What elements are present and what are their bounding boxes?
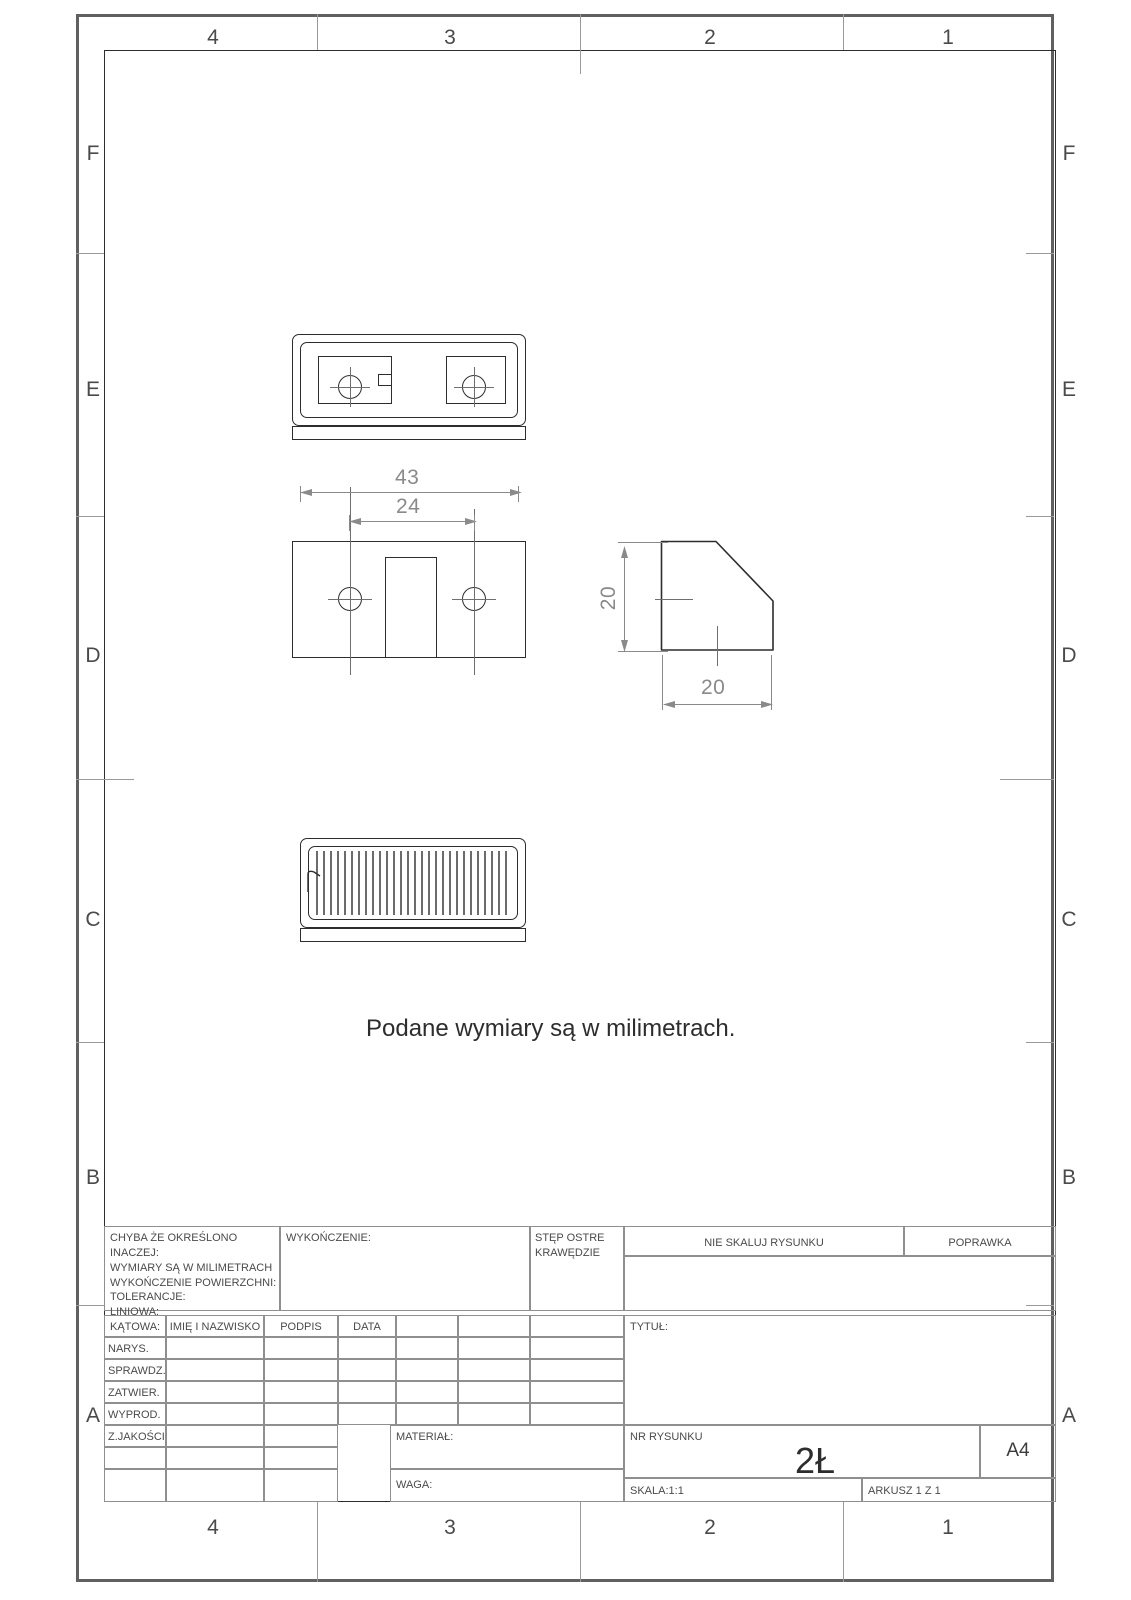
tb-row2-c3 <box>338 1381 396 1403</box>
top-view-rib <box>378 374 392 386</box>
tb-row1-c5 <box>458 1359 530 1381</box>
zone-top-3: 3 <box>444 26 456 49</box>
zone-top-2: 2 <box>704 26 716 49</box>
side-view-centreline-h <box>655 599 693 600</box>
tb-row2-label: ZATWIER. <box>108 1387 160 1399</box>
bottom-view-base-lip <box>300 928 526 942</box>
tb-drawing-no-value: 2Ł <box>794 1440 836 1481</box>
frame-tick-bottom-3 <box>843 1502 844 1582</box>
frame-tick-right-2 <box>1026 516 1054 517</box>
tb-row1-c6 <box>530 1359 624 1381</box>
tb-row0-c3 <box>338 1337 396 1359</box>
tb-row0-c5 <box>458 1337 530 1359</box>
frame-tick-right-4 <box>1026 1042 1054 1043</box>
tb-col-name: IMIĘ I NAZWISKO <box>169 1321 261 1333</box>
tb-scale-value: SKALA:1:1 <box>630 1485 684 1497</box>
tb-row5-c1 <box>166 1447 264 1469</box>
tb-finish-label: WYKOŃCZENIE: <box>286 1232 371 1244</box>
tb-row0-c2 <box>264 1337 338 1359</box>
frame-tick-bottom-2 <box>580 1502 581 1582</box>
tb-sig-header-c5 <box>458 1315 530 1337</box>
tb-drawing-no-label: NR RYSUNKU <box>630 1431 703 1443</box>
frame-tick-left-2 <box>76 516 104 517</box>
tb-revision-label: POPRAWKA <box>948 1237 1012 1249</box>
front-view-boss <box>385 557 437 658</box>
frame-tick-left-3 <box>76 779 134 780</box>
zone-right-d: D <box>1061 644 1077 667</box>
tb-row3-c3 <box>338 1403 396 1425</box>
tb-row2-c4 <box>396 1381 458 1403</box>
tb-row2-c1 <box>166 1381 264 1403</box>
frame-tick-left-5 <box>76 1305 104 1306</box>
tb-col-date: DATA <box>353 1321 381 1333</box>
tb-sheet-value: ARKUSZ 1 Z 1 <box>868 1485 941 1497</box>
tb-row1-c1 <box>166 1359 264 1381</box>
frame-tick-left-1 <box>76 253 104 254</box>
tb-row3-label: WYPROD. <box>108 1409 161 1421</box>
zone-bottom-4: 4 <box>207 1516 219 1539</box>
units-note: Podane wymiary są w milimetrach. <box>366 1015 736 1042</box>
tb-row3-c4 <box>396 1403 458 1425</box>
frame-tick-right-3 <box>1000 779 1054 780</box>
tb-row0-c4 <box>396 1337 458 1359</box>
tb-row5-c2 <box>264 1447 338 1469</box>
zone-right-a: A <box>1061 1404 1076 1427</box>
tb-title-cell <box>624 1315 1056 1425</box>
tb-weight-label: WAGA: <box>396 1479 433 1491</box>
tb-row1-c2 <box>264 1359 338 1381</box>
tb-do-not-scale-label: NIE SKALUJ RYSUNKU <box>704 1237 824 1249</box>
tb-row2-c2 <box>264 1381 338 1403</box>
tb-row3-c1 <box>166 1403 264 1425</box>
tb-row1-c3 <box>338 1359 396 1381</box>
frame-tick-top-1 <box>317 14 318 50</box>
zone-bottom-3: 3 <box>444 1516 456 1539</box>
tb-sig-header-c0 <box>104 1315 166 1337</box>
tb-row4-c2 <box>264 1425 338 1447</box>
tb-row4-c1 <box>166 1425 264 1447</box>
frame-tick-top-3 <box>843 14 844 50</box>
tb-col-signature: PODPIS <box>280 1321 322 1333</box>
tb-title-label: TYTUŁ: <box>630 1321 668 1333</box>
bottom-view-fins <box>312 849 516 917</box>
tb-row3-c5 <box>458 1403 530 1425</box>
frame-tick-bottom-1 <box>317 1502 318 1582</box>
frame-tick-right-1 <box>1026 253 1054 254</box>
zone-right-c: C <box>1061 908 1077 931</box>
top-view-centreline-v-right <box>474 367 475 407</box>
zone-left-d: D <box>85 644 101 667</box>
tb-tolerance-text: CHYBA ŻE OKREŚLONO INACZEJ: WYMIARY SĄ W MILIMETRACH WYKOŃCZENIE POWIERZCHNI: TOLERANCJE: LINIOWA: KĄTOWA: <box>110 1232 277 1334</box>
zone-left-e: E <box>85 378 100 401</box>
zone-bottom-1: 1 <box>942 1516 954 1539</box>
tb-row6-c1 <box>166 1469 264 1502</box>
tb-format-value: A4 <box>1006 1440 1030 1461</box>
frame-tick-left-4 <box>76 1042 104 1043</box>
bottom-view-corner-detail <box>306 868 328 894</box>
frame-tick-top-2 <box>580 14 581 50</box>
tb-material-label: MATERIAŁ: <box>396 1431 454 1443</box>
tb-sig-header-c4 <box>396 1315 458 1337</box>
centre-mark-top <box>580 50 581 74</box>
tb-sharp-edges-label: STĘP OSTRE KRAWĘDZIE <box>535 1232 605 1259</box>
tb-row3-c6 <box>530 1403 624 1425</box>
tb-row1-label: SPRAWDZ. <box>108 1365 166 1377</box>
tb-revision-body-cell <box>624 1256 1056 1311</box>
dim-20-h-value: 20 <box>701 676 726 699</box>
tb-row0-c1 <box>166 1337 264 1359</box>
tb-row6-label-cell <box>104 1469 166 1502</box>
front-view-centreline-v-right <box>474 509 475 675</box>
zone-left-c: C <box>85 908 101 931</box>
tb-row6-c2 <box>264 1469 338 1502</box>
tb-row1-c4 <box>396 1359 458 1381</box>
dim-43-value: 43 <box>395 466 420 489</box>
zone-top-1: 1 <box>942 26 954 49</box>
zone-top-4: 4 <box>207 26 219 49</box>
dim-20-v-value: 20 <box>597 585 620 611</box>
tb-row3-c2 <box>264 1403 338 1425</box>
tb-row4-label: Z.JAKOŚCI <box>108 1431 165 1443</box>
side-view-centreline-v <box>717 626 718 666</box>
zone-left-b: B <box>85 1166 100 1189</box>
zone-bottom-2: 2 <box>704 1516 716 1539</box>
zone-left-a: A <box>85 1404 100 1427</box>
dim-24-value: 24 <box>396 495 421 518</box>
zone-left-f: F <box>86 142 100 165</box>
zone-right-f: F <box>1062 142 1076 165</box>
tb-row0-label: NARYS. <box>108 1343 149 1355</box>
tb-row0-c6 <box>530 1337 624 1359</box>
zone-right-e: E <box>1061 378 1076 401</box>
tb-row5-label-cell <box>104 1447 166 1469</box>
top-view-base-lip <box>292 426 526 440</box>
tb-row2-c6 <box>530 1381 624 1403</box>
zone-right-b: B <box>1061 1166 1076 1189</box>
top-view-centreline-v-left <box>350 367 351 407</box>
side-view-profile <box>660 540 780 660</box>
tb-row2-c5 <box>458 1381 530 1403</box>
tb-sig-header-c6 <box>530 1315 624 1337</box>
